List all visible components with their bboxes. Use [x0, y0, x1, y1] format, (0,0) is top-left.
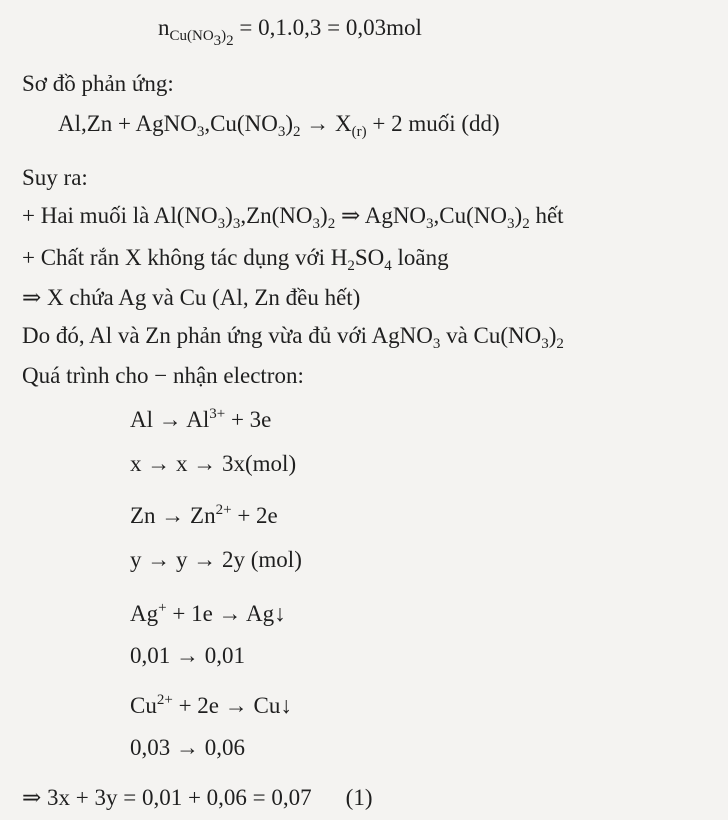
text: ) — [514, 203, 523, 228]
text: + 1e → Ag↓ — [166, 601, 286, 626]
text: ) — [548, 323, 557, 348]
inference-heading: Suy ra: — [22, 165, 88, 190]
text: ) — [285, 111, 293, 136]
subscript: 2 — [556, 336, 564, 352]
equation-number: (1) — [345, 785, 373, 810]
text: ) — [225, 203, 233, 228]
text: SO — [354, 245, 385, 270]
text: → X — [300, 111, 352, 136]
superscript: 2+ — [156, 692, 173, 708]
subscript: 3 — [426, 216, 434, 232]
text: + Chất rắn X không tác dụng với H — [22, 245, 348, 270]
subscript: 2 — [293, 124, 301, 140]
superscript: 3+ — [209, 406, 226, 422]
subscript: 4 — [384, 258, 392, 274]
text: + 2e → Cu↓ — [172, 693, 292, 718]
mole-calc-line — [158, 14, 422, 49]
subscript: 3 — [507, 216, 515, 232]
text: + 2e — [231, 503, 278, 528]
subscript: (r) — [351, 124, 367, 140]
text: ) — [320, 203, 328, 228]
subscript: 3 — [541, 336, 549, 352]
inference-line-3: ⇒ X chứa Ag và Cu (Al, Zn đều hết) — [22, 285, 361, 310]
inference-line-1 — [22, 202, 564, 230]
reaction-scheme-heading: Sơ đồ phản ứng: — [22, 71, 174, 96]
subscript: 2 — [226, 33, 234, 49]
formula-part: ) — [221, 28, 227, 44]
superscript: + — [158, 600, 167, 616]
text: ⇒ AgNO — [335, 203, 427, 228]
text: hết — [529, 203, 564, 228]
text: Zn → Zn — [130, 503, 216, 528]
al-half-reaction — [130, 406, 271, 434]
text: loãng — [391, 245, 449, 270]
text: + 3e — [225, 407, 272, 432]
formula-part: Cu(NO — [169, 28, 214, 44]
ag-half-reaction — [130, 600, 286, 628]
text: và Cu(NO — [440, 323, 542, 348]
subscript: 2 — [347, 258, 355, 274]
text: Cu — [130, 693, 157, 718]
cu-mole-line: 0,03 → 0,06 — [130, 735, 245, 760]
reaction-scheme — [58, 110, 500, 138]
electron-process-heading: Quá trình cho − nhận electron: — [22, 363, 304, 388]
text: ⇒ 3x + 3y = 0,01 + 0,06 = 0,07 — [22, 785, 312, 810]
zn-half-reaction — [130, 502, 278, 530]
subscript: 3 — [217, 216, 226, 232]
calc-text: = 0,1.0,3 = 0,03mol — [233, 15, 422, 40]
ag-mole-line: 0,01 → 0,01 — [130, 643, 245, 668]
electron-balance-equation — [22, 784, 372, 812]
subscript: 3 — [432, 336, 441, 352]
text: ,Zn(NO — [240, 203, 313, 228]
text: Ag — [130, 601, 159, 626]
al-mole-line: x → x → 3x(mol) — [130, 451, 297, 476]
zn-mole-line: y → y → 2y (mol) — [130, 547, 302, 572]
subscript: 3 — [277, 124, 286, 140]
text: + 2 muối (dd) — [366, 111, 500, 136]
inference-line-2 — [22, 244, 449, 272]
subscript: 3 — [196, 124, 205, 140]
text: Al → Al — [130, 407, 210, 432]
text: ,Cu(NO — [204, 111, 278, 136]
text: Al,Zn + AgNO — [58, 111, 197, 136]
text: ,Cu(NO — [433, 203, 508, 228]
subscript: 3 — [232, 216, 241, 232]
text: Do đó, Al và Zn phản ứng vừa đủ với AgNO — [22, 323, 433, 348]
conclusion-line — [22, 322, 564, 350]
superscript: 2+ — [215, 502, 232, 518]
subscript: 3 — [213, 33, 222, 49]
subscript: 3 — [312, 216, 321, 232]
text: + Hai muối là Al(NO — [22, 203, 218, 228]
subscript: 2 — [522, 216, 530, 232]
subscript: 2 — [327, 216, 336, 232]
cu-half-reaction — [130, 692, 292, 720]
mole-symbol: n — [158, 15, 170, 40]
